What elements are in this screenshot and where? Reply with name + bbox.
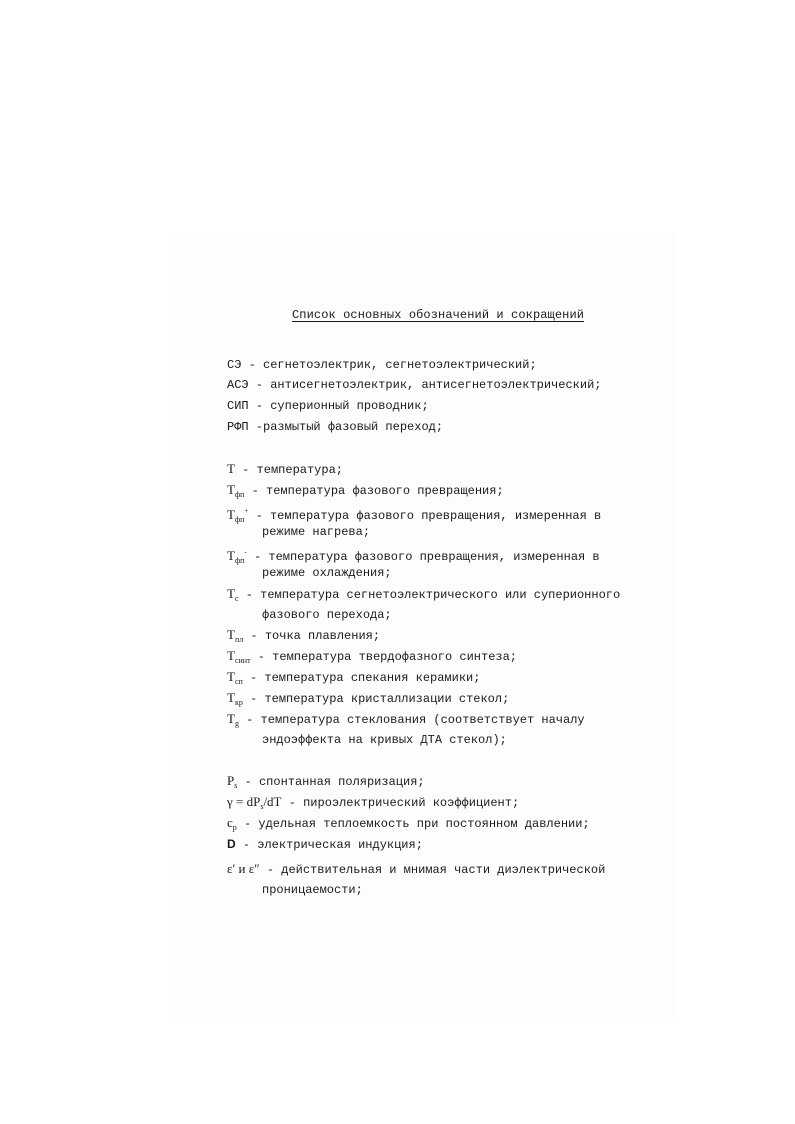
definition: - температура фазового превращения, измеренная в xyxy=(246,550,600,564)
subscript: пл xyxy=(234,635,244,644)
abbrev-item xyxy=(227,399,429,413)
definition: - температура фазового превращения, измеренная в xyxy=(248,509,602,523)
definition: - пироэлектрический коэффициент; xyxy=(281,796,520,810)
symbol: P xyxy=(227,773,235,788)
subscript: сп xyxy=(234,677,243,686)
definition: - температура кристаллизации стекол; xyxy=(242,692,510,706)
symbol: T xyxy=(227,507,235,522)
subscript: фп xyxy=(234,515,245,524)
abbrev-text: - сегнетоэлектрик, сегнетоэлектрический; xyxy=(241,358,537,372)
definition-continuation: режиме нагрева; xyxy=(262,525,371,539)
definition: - температура; xyxy=(234,463,343,477)
abbrev-item xyxy=(227,420,443,434)
symbol: T xyxy=(227,548,235,563)
superscript: + xyxy=(244,507,249,515)
symbol: T xyxy=(227,669,235,684)
definition-continuation: режиме охлаждения; xyxy=(262,566,392,580)
definition: - удельная теплоемкость при постоянном давлении; xyxy=(236,817,590,831)
symbol: T xyxy=(227,627,235,642)
definition: - точка плавления; xyxy=(243,629,381,643)
symbol: γ = dP xyxy=(227,794,261,809)
abbrev-text: -размытый фазовый переход; xyxy=(248,420,444,434)
subscript: фп xyxy=(234,490,245,499)
abbrev-text: - антисегнетоэлектрик, антисегнетоэлектрический; xyxy=(248,378,602,392)
subscript: синт xyxy=(234,656,251,665)
symbol-entry-tsp xyxy=(227,670,480,689)
symbol-entry-t xyxy=(227,462,343,477)
definition-continuation: фазового перехода; xyxy=(262,608,392,622)
symbol: D xyxy=(227,837,236,851)
definition: - температура фазового превращения; xyxy=(244,484,504,498)
symbol: T xyxy=(227,711,235,726)
definition: - действительная и мнимая части диэлектрической xyxy=(259,863,606,877)
symbol-entry-eps xyxy=(227,862,605,877)
definition: - температура сегнетоэлектрического или суперионного xyxy=(238,588,621,602)
symbol: T xyxy=(227,482,235,497)
abbrev-item xyxy=(227,358,537,372)
symbol-entry-tfp xyxy=(227,483,504,502)
definition-continuation: проницаемости; xyxy=(262,883,363,897)
symbol-entry-tc xyxy=(227,587,620,606)
definition-continuation: эндоэффекта на кривых ДТА стекол); xyxy=(262,733,507,747)
symbol-entry-ps xyxy=(227,774,425,793)
subscript: кр xyxy=(234,698,243,707)
symbol-entry-cp xyxy=(227,816,590,835)
symbol-entry-tkr xyxy=(227,691,509,710)
symbol-entry-tsint xyxy=(227,649,517,668)
symbol-entry-tfp-minus xyxy=(227,545,600,568)
definition: - температура стеклования (соответствует началу xyxy=(238,713,585,727)
subscript: c xyxy=(234,594,239,603)
symbol: ε′ и ε″ xyxy=(227,861,260,876)
definition: - температура спекания керамики; xyxy=(242,671,481,685)
symbol-entry-tfp-plus xyxy=(227,504,601,527)
symbol-entry-tpl xyxy=(227,628,380,647)
symbol-entry-tg xyxy=(227,712,585,731)
symbol: c xyxy=(227,815,233,830)
symbol: T xyxy=(227,586,235,601)
symbol: T xyxy=(227,461,235,476)
page-title: Список основных обозначений и сокращений xyxy=(292,308,585,322)
definition: - температура твердофазного синтеза; xyxy=(250,650,518,664)
abbrev-key: СИП xyxy=(227,399,249,413)
symbol-entry-gamma xyxy=(227,795,519,814)
subscript: s xyxy=(260,802,264,811)
abbrev-text: - суперионный проводник; xyxy=(248,399,429,413)
subscript: g xyxy=(234,719,239,728)
definition: - спонтанная поляризация; xyxy=(237,775,425,789)
definition: - электрическая индукция; xyxy=(235,838,423,852)
abbrev-key: СЭ xyxy=(227,358,242,372)
abbrev-item xyxy=(227,378,601,392)
subscript: p xyxy=(232,823,237,832)
abbrev-key: РФП xyxy=(227,420,249,434)
subscript: s xyxy=(234,781,238,790)
symbol-entry-d xyxy=(227,837,423,852)
symbol: T xyxy=(227,690,235,705)
superscript: - xyxy=(244,548,247,556)
abbrev-key: АСЭ xyxy=(227,378,249,392)
subscript: фп xyxy=(234,556,245,565)
symbol: T xyxy=(227,648,235,663)
symbol-tail: /dT xyxy=(263,794,282,809)
